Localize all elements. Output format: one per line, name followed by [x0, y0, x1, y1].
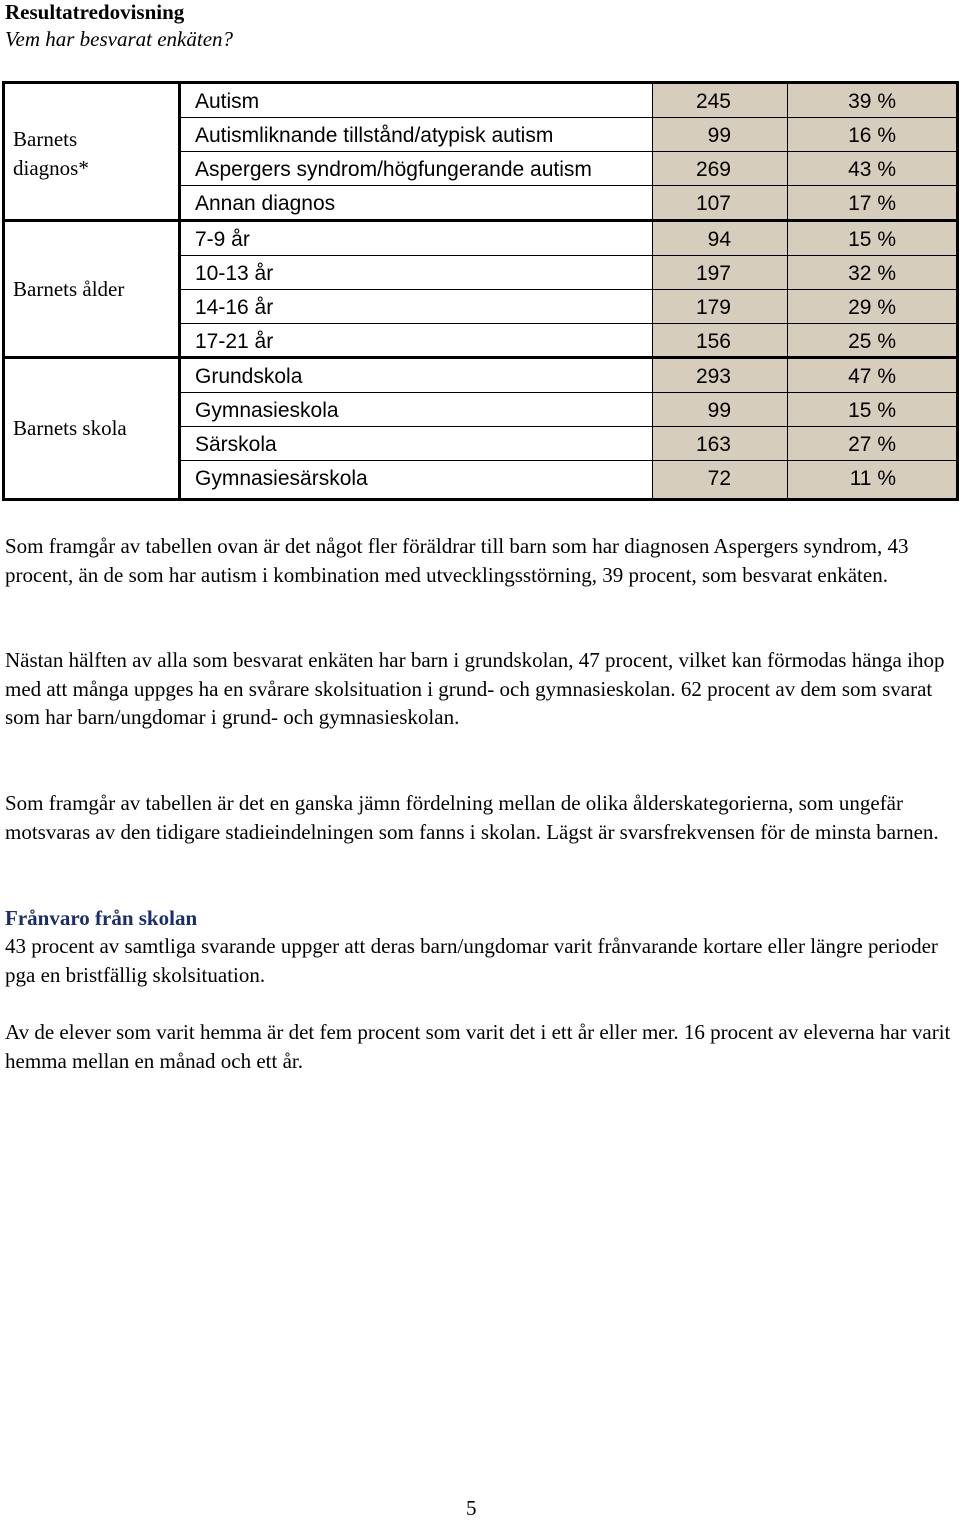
table-row	[181, 118, 956, 152]
row-label: Gymnasiesärskola	[195, 467, 368, 490]
row-label: Särskola	[195, 433, 277, 456]
row-percent: 11 %	[788, 461, 956, 498]
table-row	[181, 324, 956, 356]
table-row	[181, 461, 956, 498]
row-count: 99	[652, 393, 788, 426]
page-subheading: Vem har besvarat enkäten?	[5, 27, 234, 51]
row-label: 17-21 år	[195, 330, 274, 353]
row-count: 269	[652, 152, 788, 185]
row-percent: 16 %	[788, 118, 956, 151]
paragraph-age-summary: Som framgår av tabellen är det en ganska jämn fördelning mellan de olika ålderskategorierna, som ungefär motsvaras av den tidigare stadieindelningen som fanns i skolan. Lägst är svarsfrekvensen för de minsta barnen.	[5, 791, 939, 844]
table-row	[181, 222, 956, 256]
table-row	[181, 256, 956, 290]
paragraph-diagnosis-summary: Som framgår av tabellen ovan är det något fler föräldrar till barn som har diagnosen Aspergers syndrom, 43 procent, än de som har autism i kombination med utvecklingsstörning, 39 procent, som besvarat enkäten.	[5, 534, 909, 587]
row-count: 163	[652, 427, 788, 460]
row-percent: 27 %	[788, 427, 956, 460]
row-label: 7-9 år	[195, 228, 250, 251]
group-label-line: diagnos*	[13, 156, 89, 180]
table-row	[181, 393, 956, 427]
row-label: Annan diagnos	[195, 192, 336, 215]
row-count: 197	[652, 256, 788, 289]
row-label: 10-13 år	[195, 262, 274, 285]
paragraph-school-summary: Nästan hälften av alla som besvarat enkäten har barn i grundskolan, 47 procent, vilket kan förmodas hänga ihop med att många uppges ha en svårare skolsituation i grund- och gymnasieskolan. 62 procent av dem som svarat som har barn/ungdomar i grund- och gymnasieskolan.	[5, 648, 945, 730]
group-label-age: Barnets ålder	[5, 222, 181, 356]
row-count: 99	[652, 118, 788, 151]
table-row	[181, 186, 956, 219]
row-percent: 47 %	[788, 359, 956, 392]
row-count: 245	[652, 84, 788, 117]
row-percent: 25 %	[788, 324, 956, 356]
row-percent: 29 %	[788, 290, 956, 323]
table-row	[181, 84, 956, 118]
table-row	[181, 290, 956, 324]
row-label: Grundskola	[195, 365, 303, 388]
paragraph-absence: 43 procent av samtliga svarande uppger att deras barn/ungdomar varit frånvarande kortare eller längre perioder pga en bristfällig skolsituation.	[5, 934, 938, 987]
table-row	[181, 152, 956, 186]
row-label: Aspergers syndrom/högfungerande autism	[195, 158, 592, 181]
respondents-table	[2, 81, 959, 501]
page-number: 5	[466, 1496, 477, 1520]
row-label: Autism	[195, 90, 260, 113]
row-count: 72	[652, 461, 788, 498]
row-label: Autismliknande tillstånd/atypisk autism	[195, 124, 554, 147]
row-count: 107	[652, 186, 788, 219]
row-percent: 32 %	[788, 256, 956, 289]
group-label-school: Barnets skola	[5, 359, 181, 498]
row-count: 156	[652, 324, 788, 356]
row-count: 179	[652, 290, 788, 323]
table-row	[181, 427, 956, 461]
row-percent: 15 %	[788, 222, 956, 255]
row-percent: 17 %	[788, 186, 956, 219]
table-row	[181, 359, 956, 393]
row-percent: 15 %	[788, 393, 956, 426]
row-label: 14-16 år	[195, 296, 274, 319]
paragraph-absence-duration: Av de elever som varit hemma är det fem procent som varit det i ett år eller mer. 16 procent av eleverna har varit hemma mellan en månad och ett år.	[5, 1020, 951, 1073]
row-label: Gymnasieskola	[195, 399, 339, 422]
row-count: 293	[652, 359, 788, 392]
row-count: 94	[652, 222, 788, 255]
group-label-line: Barnets	[13, 127, 78, 151]
page-heading: Resultatredovisning	[5, 0, 185, 24]
row-percent: 39 %	[788, 84, 956, 117]
row-percent: 43 %	[788, 152, 956, 185]
group-label-diagnosis	[5, 84, 181, 219]
section-title-absence: Frånvaro från skolan	[5, 906, 198, 930]
